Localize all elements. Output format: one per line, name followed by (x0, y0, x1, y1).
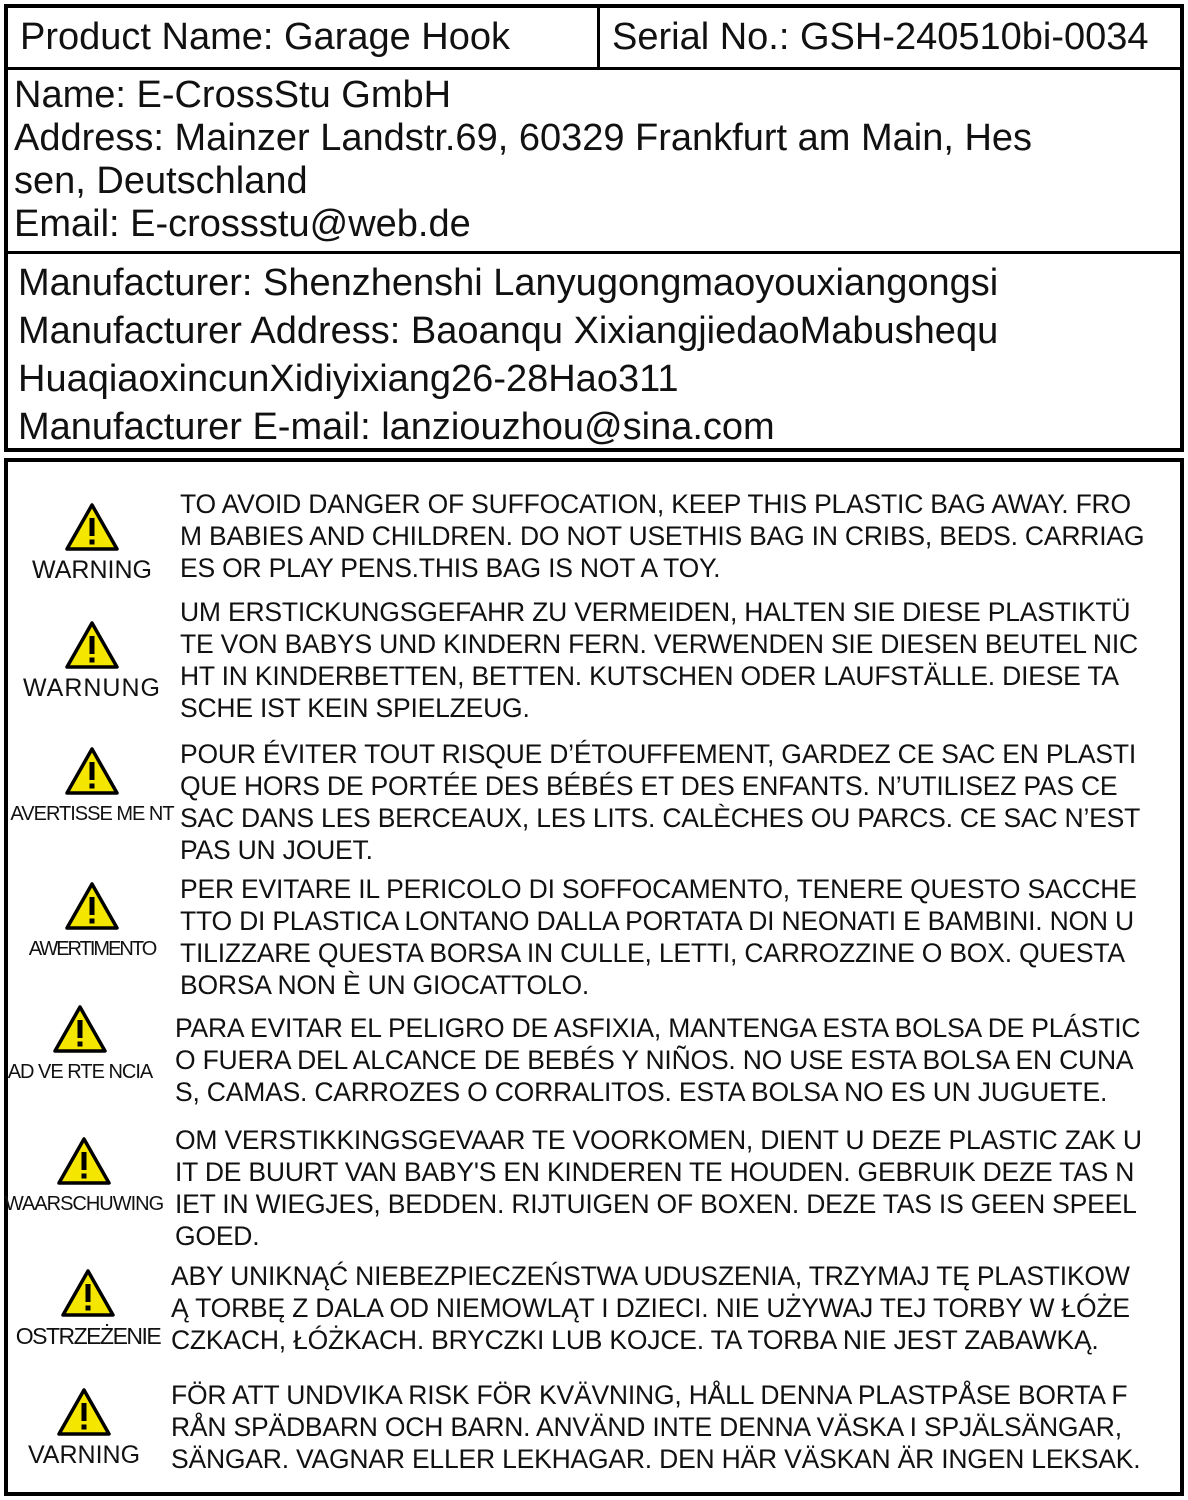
warning-text-line: GOED. (175, 1221, 260, 1251)
warning-text-line: TILIZZARE QUESTA BORSA IN CULLE, LETTI, CARROZZINE O BOX. QUESTA (180, 938, 1125, 968)
warning-label: VARNING (27, 1441, 141, 1469)
warning-badge (0, 1387, 168, 1469)
warning-text (171, 1379, 1172, 1475)
warning-text-line: S, CAMAS. CARROZES O CORRALITOS. ESTA BOLSA NO ES UN JUGUETE. (175, 1077, 1108, 1107)
warning-text-line: PAS UN JOUET. (180, 835, 373, 865)
importer-info (8, 70, 1180, 254)
product-name: Product Name: Garage Hook (8, 8, 600, 67)
warning-text-line: UM ERSTICKUNGSGEFAHR ZU VERMEIDEN, HALTEN SIE DIESE PLASTIKTÜ (180, 597, 1131, 627)
warning-text-line: FÖR ATT UNDVIKA RISK FÖR KVÄVNING, HÅLL DENNA PLASTPÅSE BORTA F (171, 1380, 1128, 1410)
manufacturer-email: Manufacturer E-mail: lanziouzhou@sina.com (18, 406, 775, 448)
warning-text-line: RÅN SPÄDBARN OCH BARN. ANVÄND INTE DENNA VÄSKA I SPJÄLSÄNGAR, (171, 1412, 1122, 1442)
warning-triangle-icon (56, 1387, 112, 1437)
warning-label: AD VE RTE NCIA (7, 1061, 153, 1083)
warning-text (180, 873, 1172, 1001)
warning-triangle-icon (64, 881, 120, 931)
warning-badge (0, 1136, 168, 1218)
warning-text-line: Ą TORBĘ Z DALA OD NIEMOWLĄT I DZIECI. NIE UŻYWAJ TEJ TORBY W ŁÓŻE (171, 1293, 1130, 1323)
warning-text (175, 1124, 1172, 1252)
warning-badge (0, 1004, 164, 1086)
warning-text (180, 738, 1172, 866)
warning-text-line: PER EVITARE IL PERICOLO DI SOFFOCAMENTO, TENERE QUESTO SACCHE (180, 874, 1137, 904)
warning-triangle-icon (64, 746, 120, 796)
manufacturer-address-line2: HuaqiaoxincunXidiyixiang26-28Hao311 (18, 358, 679, 400)
manufacturer-info (8, 254, 1180, 448)
manufacturer-name: Manufacturer: Shenzhenshi Lanyugongmaoyouxiangongsi (18, 262, 999, 304)
warning-text-line: M BABIES AND CHILDREN. DO NOT USETHIS BAG IN CRIBS, BEDS. CARRIAG (180, 521, 1145, 551)
importer-address-line2: sen, Deutschland (14, 160, 308, 202)
warning-text (171, 1260, 1172, 1356)
warning-triangle-icon (60, 1268, 116, 1318)
warning-text-line: O FUERA DEL ALCANCE DE BEBÉS Y NIÑOS. NO USE ESTA BOLSA EN CUNA (175, 1045, 1134, 1075)
warning-badge (8, 881, 176, 963)
product-header-row (8, 8, 1180, 70)
warning-text-line: TTO DI PLASTICA LONTANO DALLA PORTATA DI NEONATI E BAMBINI. NON U (180, 906, 1134, 936)
warning-text-line: TO AVOID DANGER OF SUFFOCATION, KEEP THIS PLASTIC BAG AWAY. FRO (180, 489, 1131, 519)
warning-text-line: BORSA NON È UN GIOCATTOLO. (180, 970, 590, 1000)
warning-text (180, 488, 1172, 584)
warning-label: WARNING (32, 556, 152, 584)
warning-triangle-icon (64, 502, 120, 552)
warning-text-line: IT DE BUURT VAN BABY'S EN KINDEREN TE HOUDEN. GEBRUIK DEZE TAS N (175, 1157, 1135, 1187)
warning-text-line: PARA EVITAR EL PELIGRO DE ASFIXIA, MANTENGA ESTA BOLSA DE PLÁSTIC (175, 1013, 1141, 1043)
warning-text-line: ES OR PLAY PENS.THIS BAG IS NOT A TOY. (180, 553, 721, 583)
warning-triangle-icon (64, 620, 120, 670)
warning-label: OSTRZEŻENIE (15, 1323, 161, 1349)
warning-badge (8, 746, 176, 828)
warning-label: AVERTISSE ME NT (10, 803, 174, 825)
warning-text-line: TE VON BABYS UND KINDERN FERN. VERWENDEN SIE DIESEN BEUTEL NIC (180, 629, 1138, 659)
warning-triangle-icon (52, 1004, 108, 1054)
importer-name: Name: E-CrossStu GmbH (14, 74, 452, 116)
warning-triangle-icon (56, 1136, 112, 1186)
warning-label: WAARSCHUWING (4, 1193, 164, 1215)
warning-label: AWERTIMENTO (28, 938, 156, 960)
warning-label: WARNUNG (22, 674, 161, 702)
warning-text-line: QUE HORS DE PORTÉE DES BÉBÉS ET DES ENFANTS. N’UTILISEZ PAS CE (180, 771, 1118, 801)
warning-text-line: POUR ÉVITER TOUT RISQUE D’ÉTOUFFEMENT, GARDEZ CE SAC EN PLASTI (180, 739, 1136, 769)
warning-badge (4, 1268, 172, 1350)
warning-text (180, 596, 1172, 724)
warning-text-line: CZKACH, ŁÓŻKACH. BRYCZKI LUB KOJCE. TA TORBA NIE JEST ZABAWKĄ. (171, 1325, 1099, 1355)
manufacturer-address-line1: Manufacturer Address: Baoanqu XixiangjiedaoMabushequ (18, 310, 999, 352)
warning-text (175, 1012, 1172, 1108)
importer-address-line1: Address: Mainzer Landstr.69, 60329 Frankfurt am Main, Hes (14, 117, 1033, 159)
warning-badge (8, 620, 176, 702)
importer-email: Email: E-crossstu@web.de (14, 203, 471, 245)
warning-text-line: SCHE IST KEIN SPIELZEUG. (180, 693, 530, 723)
product-info-block (4, 4, 1184, 452)
serial-number: Serial No.: GSH-240510bi-0034 (612, 16, 1149, 58)
warning-text-line: IET IN WIEGJES, BEDDEN. RIJTUIGEN OF BOXEN. DEZE TAS IS GEEN SPEEL (175, 1189, 1137, 1219)
warnings-block (4, 458, 1184, 1496)
warning-text-line: OM VERSTIKKINGSGEVAAR TE VOORKOMEN, DIENT U DEZE PLASTIC ZAK U (175, 1125, 1142, 1155)
warning-text-line: SAC DANS LES BERCEAUX, LES LITS. CALÈCHES OU PARCS. CE SAC N’EST (180, 803, 1141, 833)
warning-text-line: SÄNGAR. VAGNAR ELLER LEKHAGAR. DEN HÄR VÄSKAN ÄR INGEN LEKSAK. (171, 1444, 1141, 1474)
warning-text-line: ABY UNIKNĄĆ NIEBEZPIECZEŃSTWA UDUSZENIA, TRZYMAJ TĘ PLASTIKOW (171, 1261, 1130, 1291)
warning-badge (8, 502, 176, 584)
warning-text-line: HT IN KINDERBETTEN, BETTEN. KUTSCHEN ODER LAUFSTÄLLE. DIESE TA (180, 661, 1119, 691)
